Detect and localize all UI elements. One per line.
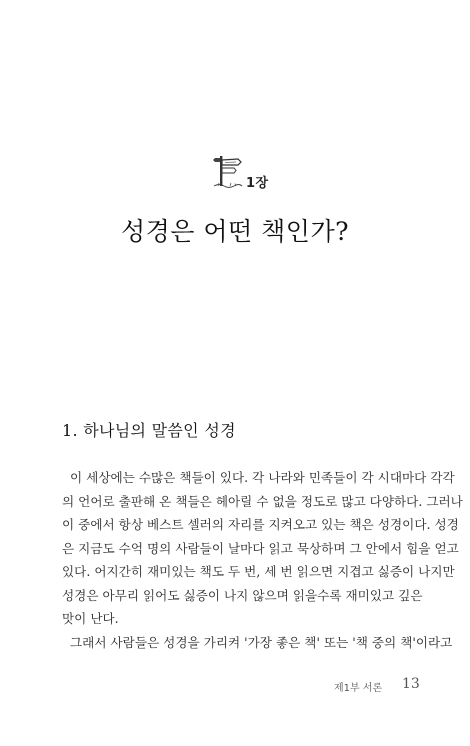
signpost-icon	[210, 150, 244, 190]
chapter-number: 1장	[246, 176, 269, 191]
running-footer-section: 제1부 서론	[334, 683, 383, 694]
page-footer	[318, 676, 428, 694]
page-number: 13	[402, 676, 420, 692]
body-line: 맛이 난다.	[62, 611, 119, 626]
body-line: 있다. 어지간히 재미있는 책도 두 번, 세 번 읽으면 지겹고 싫증이 나지만	[62, 564, 455, 579]
section-heading: 1. 하나님의 말씀인 성경	[62, 421, 236, 440]
body-line: 은 지금도 수억 명의 사람들이 날마다 읽고 묵상하며 그 안에서 힘을 얻고	[62, 540, 459, 556]
chapter-title: 성경은 어떤 책인가?	[121, 217, 349, 246]
body-line: 그래서 사람들은 성경을 가리켜 '가장 좋은 책' 또는 '책 중의 책'이라고	[70, 634, 453, 650]
body-line: 이 중에서 항상 베스트 셀러의 자리를 지켜오고 있는 책은 성경이다. 성경	[62, 517, 459, 532]
body-line: 의 언어로 출판해 온 책들은 헤아릴 수 없을 정도로 많고 다양하다. 그러나	[62, 493, 463, 509]
body-line: 이 세상에는 수많은 책들이 있다. 각 나라와 민족들이 각 시대마다 각각	[70, 470, 455, 485]
body-line: 성경은 아무리 읽어도 싫증이 나지 않으며 읽을수록 재미있고 깊은	[62, 587, 423, 603]
body-paragraph	[62, 466, 463, 654]
